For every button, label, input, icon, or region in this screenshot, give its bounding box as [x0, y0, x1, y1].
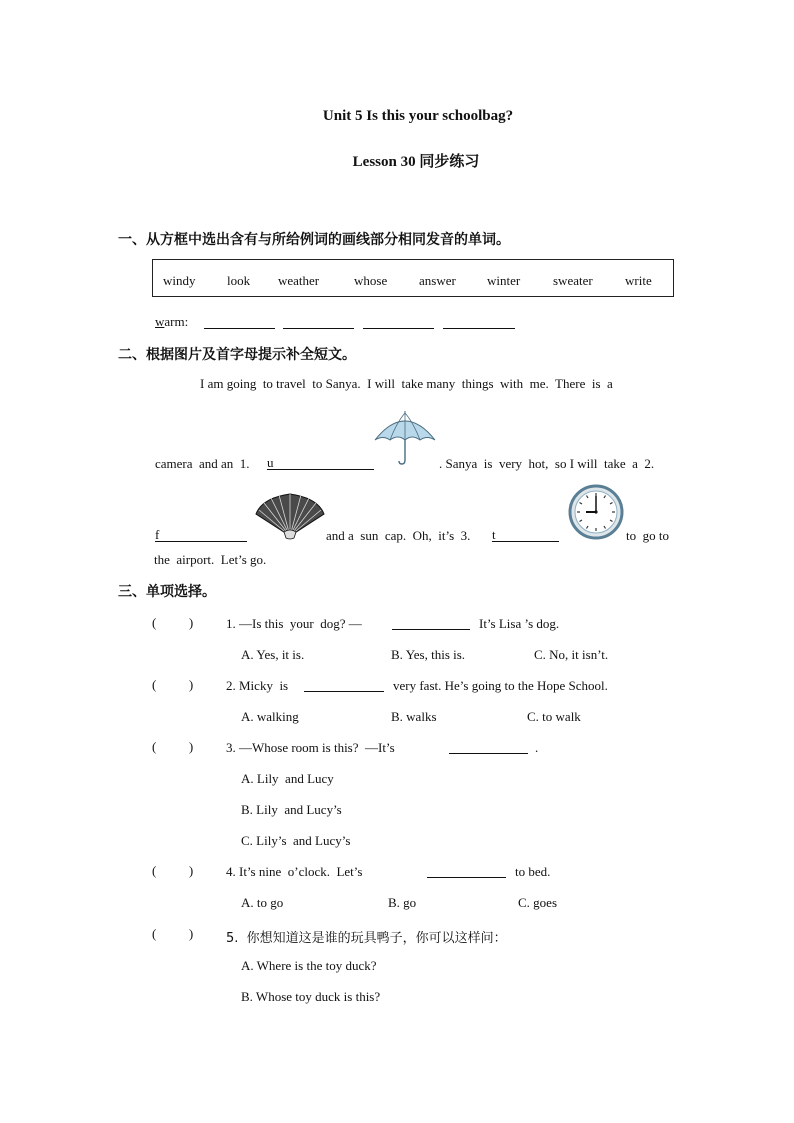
- passage-line-1: I am going to travel to Sanya. I will take many things with me. There is a: [200, 376, 613, 391]
- q4-stem-end: to bed.: [515, 864, 551, 879]
- blank-2-letter: f: [155, 527, 160, 542]
- blank-1-letter: u: [267, 455, 274, 470]
- example-rest: arm:: [164, 314, 189, 329]
- q3-option-c[interactable]: C. Lily’s and Lucy’s: [241, 833, 351, 848]
- q4-stem: 4. It’s nine o’clock. Let’s: [226, 864, 363, 879]
- q2-blank[interactable]: [304, 677, 384, 692]
- q5-stem: 5. 你想知道这是谁的玩具鸭子，你可以这样问：: [226, 931, 507, 946]
- blank-3-time[interactable]: [492, 527, 559, 542]
- word-item: weather: [278, 273, 320, 288]
- passage-line-2a: camera and an 1.: [155, 456, 250, 471]
- answer-paren[interactable]: ( ): [152, 615, 194, 630]
- answer-paren[interactable]: ( ): [152, 739, 194, 754]
- umbrella-icon: [372, 410, 438, 466]
- q4-option-a[interactable]: A. to go: [241, 895, 284, 910]
- section1-heading: 一、从方框中选出含有与所给例词的画线部分相同发音的单词。: [118, 232, 510, 248]
- blank-2-fan[interactable]: [155, 527, 247, 542]
- q4-option-b[interactable]: B. go: [388, 895, 417, 910]
- clock-icon: [568, 484, 624, 540]
- word-item: answer: [419, 273, 456, 288]
- answer-blank[interactable]: [443, 314, 515, 329]
- passage-line-3a: and a sun cap. Oh, it’s 3.: [326, 528, 471, 543]
- q3-blank[interactable]: [449, 739, 528, 754]
- q3-option-a[interactable]: A. Lily and Lucy: [241, 771, 334, 786]
- section3-heading: 三、单项选择。: [118, 584, 216, 600]
- word-item: write: [625, 273, 652, 288]
- q2-option-a[interactable]: A. walking: [241, 709, 299, 724]
- blank-1-umbrella[interactable]: [267, 455, 374, 470]
- passage-line-2b: . Sanya is very hot, so I will take a 2.: [439, 456, 655, 471]
- q2-stem: 2. Micky is: [226, 678, 289, 693]
- passage-line-3b: to go to: [626, 528, 669, 543]
- example-underlined-part: w: [155, 314, 165, 329]
- q3-stem-end: .: [535, 740, 539, 755]
- blank-3-letter: t: [492, 527, 496, 542]
- q3-option-b[interactable]: B. Lily and Lucy’s: [241, 802, 342, 817]
- q4-blank[interactable]: [427, 863, 506, 878]
- example-word: [155, 314, 188, 330]
- q2-option-b[interactable]: B. walks: [391, 709, 437, 724]
- answer-paren[interactable]: ( ): [152, 677, 194, 692]
- q5-option-b[interactable]: B. Whose toy duck is this?: [241, 989, 381, 1004]
- q1-option-a[interactable]: A. Yes, it is.: [241, 647, 305, 662]
- q4-option-c[interactable]: C. goes: [518, 895, 557, 910]
- q1-option-b[interactable]: B. Yes, this is.: [391, 647, 466, 662]
- section2-heading: 二、根据图片及首字母提示补全短文。: [118, 347, 356, 363]
- q1-blank[interactable]: [392, 615, 470, 630]
- q3-stem: 3. —Whose room is this? —It’s: [226, 740, 395, 755]
- answer-blank[interactable]: [204, 314, 275, 329]
- q1-stem-end: It’s Lisa ’s dog.: [479, 616, 560, 631]
- q1-option-c[interactable]: C. No, it isn’t.: [534, 647, 609, 662]
- word-item: winter: [487, 273, 521, 288]
- worksheet-subtitle: Lesson 30 同步练习: [352, 154, 480, 170]
- word-box: [152, 259, 674, 297]
- passage-line-4: the airport. Let’s go.: [154, 552, 267, 567]
- word-item: sweater: [553, 273, 593, 288]
- answer-blank[interactable]: [363, 314, 434, 329]
- q5-option-a[interactable]: A. Where is the toy duck?: [241, 958, 377, 973]
- q2-option-c[interactable]: C. to walk: [527, 709, 581, 724]
- word-item: whose: [354, 273, 388, 288]
- worksheet-title: Unit 5 Is this your schoolbag?: [322, 108, 514, 124]
- q1-stem: 1. —Is this your dog? —: [226, 616, 362, 631]
- word-item: windy: [163, 273, 196, 288]
- fan-icon: [254, 492, 326, 540]
- answer-paren[interactable]: ( ): [152, 926, 194, 941]
- answer-blank[interactable]: [283, 314, 354, 329]
- word-item: look: [227, 273, 251, 288]
- answer-paren[interactable]: ( ): [152, 863, 194, 878]
- q2-stem-end: very fast. He’s going to the Hope School.: [393, 678, 608, 693]
